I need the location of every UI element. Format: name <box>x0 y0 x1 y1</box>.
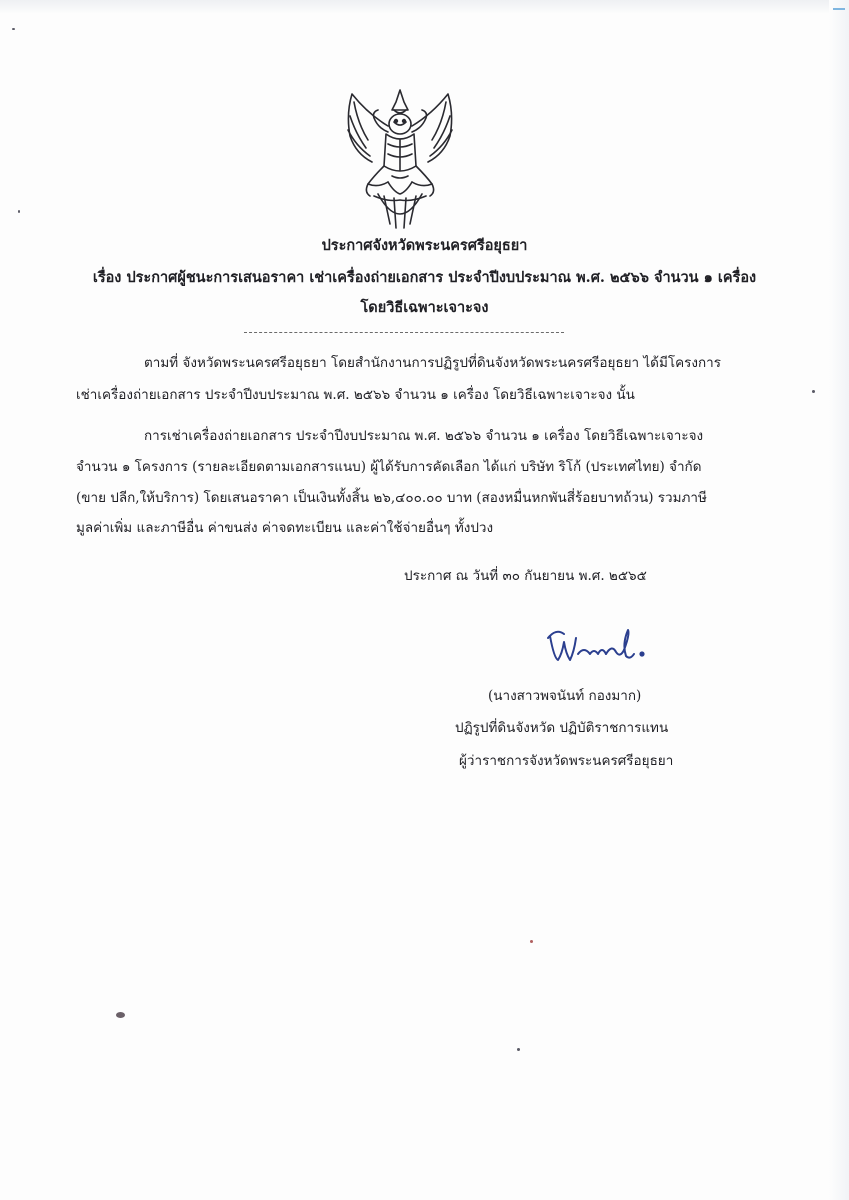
para2-line1: การเช่าเครื่องถ่ายเอกสาร ประจำปีงบประมาณ พ.ศ. ๒๕๖๖ จำนวน ๑ เครื่อง โดยวิธีเฉพาะเจาะจง <box>144 428 704 444</box>
scan-speck <box>12 28 15 30</box>
garuda-emblem-icon <box>338 84 462 232</box>
scan-speck <box>530 940 533 943</box>
scan-speck <box>812 390 815 393</box>
para2-line2: จำนวน ๑ โครงการ (รายละเอียดตามเอกสารแนบ) ผู้ได้รับการคัดเลือก ได้แก่ บริษัท ริโก้ (ประเทศไทย) จำกัด <box>76 459 702 475</box>
scan-edge-mark <box>833 8 845 10</box>
document-subject: เรื่อง ประกาศผู้ชนะการเสนอราคา เช่าเครื่องถ่ายเอกสาร ประจำปีงบประมาณ พ.ศ. ๒๕๖๖ จำนวน ๑ เครื่อง <box>92 269 757 286</box>
signer-position: ปฏิรูปที่ดินจังหวัด ปฏิบัติราชการแทน <box>455 720 669 736</box>
para2-line4: มูลค่าเพิ่ม และภาษีอื่น ค่าขนส่ง ค่าจดทะเบียน และค่าใช้จ่ายอื่นๆ ทั้งปวง <box>76 520 494 536</box>
signer-name: (นางสาวพจนันท์ กองมาก) <box>488 688 642 704</box>
scan-speck <box>116 1012 125 1018</box>
signer-on-behalf: ผู้ว่าราชการจังหวัดพระนครศรีอยุธยา <box>459 753 674 769</box>
scan-top-shade <box>0 0 849 14</box>
scan-right-edge <box>829 0 849 1200</box>
para1-line2: เช่าเครื่องถ่ายเอกสาร ประจำปีงบประมาณ พ.ศ. ๒๕๖๖ จำนวน ๑ เครื่อง โดยวิธีเฉพาะเจาะจง นั้น <box>76 387 635 403</box>
scan-speck <box>517 1048 520 1051</box>
para1-line1: ตามที่ จังหวัดพระนครศรีอยุธยา โดยสำนักงานการปฏิรูปที่ดินจังหวัดพระนครศรีอยุธยา ได้มีโครงการ <box>144 355 721 371</box>
handwritten-signature <box>540 624 652 672</box>
para2-line3: (ขาย ปลีก,ให้บริการ) โดยเสนอราคา เป็นเงินทั้งสิ้น ๒๖,๔๐๐.๐๐ บาท (สองหมื่นหกพันสี่ร้อยบาทถ้วน) รวมภาษี <box>76 490 707 506</box>
scan-speck <box>18 210 20 213</box>
document-title: ประกาศจังหวัดพระนครศรีอยุธยา <box>321 237 528 254</box>
document-method: โดยวิธีเฉพาะเจาะจง <box>360 299 489 316</box>
announce-date: ประกาศ ณ วันที่ ๓๐ กันยายน พ.ศ. ๒๕๖๕ <box>404 568 647 584</box>
header-divider <box>244 332 564 333</box>
